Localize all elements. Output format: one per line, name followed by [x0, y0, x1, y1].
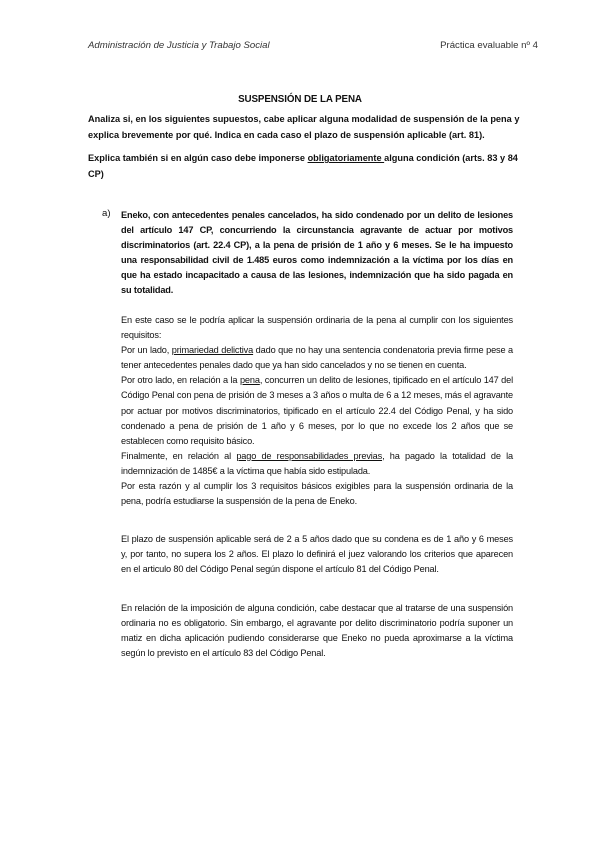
underlined-emphasis: obligatoriamente: [307, 153, 385, 163]
header-assignment: Práctica evaluable nº 4: [440, 40, 538, 51]
instructions-paragraph-1: Analiza si, en los siguientes supuestos, cabe aplicar alguna modalidad de suspensión de la pena y explica brevemente por qué. Indica en cada caso el plazo de suspensión aplicable (art. 81).: [88, 114, 520, 140]
answer-paragraph: Por esta razón y al cumplir los 3 requisitos básicos exigibles para la suspensión ordinaria de la pena, podría estudiarse la suspensión de la pena de Eneko.: [121, 481, 513, 507]
answer-requirements: [121, 313, 513, 509]
text-run: Por un lado,: [121, 345, 172, 356]
header-course: Administración de Justicia y Trabajo Social: [88, 40, 270, 51]
instructions-text: Explica también si en algún caso debe imponerse: [88, 153, 308, 163]
text-run: Finalmente, en relación al: [121, 450, 237, 461]
underlined-term: pago de responsabilidades previas: [236, 450, 383, 461]
instructions-text-end: alguna condición (arts. 83 y 84 CP): [88, 153, 518, 179]
underlined-term: primariedad delictiva: [171, 345, 254, 356]
answer-conditions: [121, 601, 513, 661]
document-title: SUSPENSIÓN DE LA PENA: [238, 94, 362, 105]
text-run: dado que no hay una sentencia condenatoria previa firme pese a tener antecedentes penales dado que ya han sido cancelados y no se tienen en cuenta.: [121, 345, 513, 371]
answer-paragraph: [121, 373, 513, 448]
case-statement: Eneko, con antecedentes penales cancelados, ha sido condenado por un delito de lesiones del artículo 147 CP, concurriendo la circunstancia agravante de actuar por motivos discriminatorios (art. 22.4 CP), a la pena de prisión de 1 año y 6 meses. Se le ha impuesto una responsabilidad civil de 1.485 euros como indemnización a la víctima por los días en que ha estado incapacitado a causa de las lesiones, indemnización que ha sido pagada en su totalidad.: [121, 210, 513, 296]
text-run: , concurren un delito de lesiones, tipificado en el artículo 147 del Código Penal con pena de prisión de 3 meses a 3 años o multa de 6 a 12 meses, más el agravante por actuar por motivos discriminatorios, tipificado en el artículo 22.4 del Código Penal, y ha sido condenado a pena de prisión de 1 año y 6 meses, por lo que no excede los 2 años que se establecen como requisito básico.: [121, 375, 513, 446]
underlined-term: pena: [239, 375, 260, 386]
case-marker: a): [102, 208, 111, 219]
answer-paragraph: En relación de la imposición de alguna condición, cabe destacar que al tratarse de una suspensión ordinaria no es obligatorio. Sin embargo, el agravante por delito discriminatorio podría suponer un matiz en dicha aplicación pudiendo considerarse que Eneko no pueda aproximarse a la víctima según lo previsto en el artículo 83 del Código Penal.: [121, 603, 513, 659]
page-header: [88, 40, 538, 54]
answer-paragraph: [121, 343, 513, 373]
answer-term: [121, 532, 513, 577]
answer-paragraph: [121, 449, 513, 479]
text-run: , ha pagado la totalidad de la indemnización de 1485€ a la víctima que había sido estipulada.: [121, 450, 513, 476]
answer-paragraph: En este caso se le podría aplicar la suspensión ordinaria de la pena al cumplir con los siguientes requisitos:: [121, 315, 513, 341]
instructions-paragraph-2: [88, 151, 533, 182]
text-run: Por otro lado, en relación a la: [121, 375, 240, 386]
answer-paragraph: El plazo de suspensión aplicable será de 2 a 5 años dado que su condena es de 1 año y 6 meses y, por tanto, no supera los 2 años. El plazo lo definirá el juez valorando los criterios que aparecen en el articulo 80 del Código Penal según dispone el artículo 81 del Código Penal.: [121, 534, 513, 575]
